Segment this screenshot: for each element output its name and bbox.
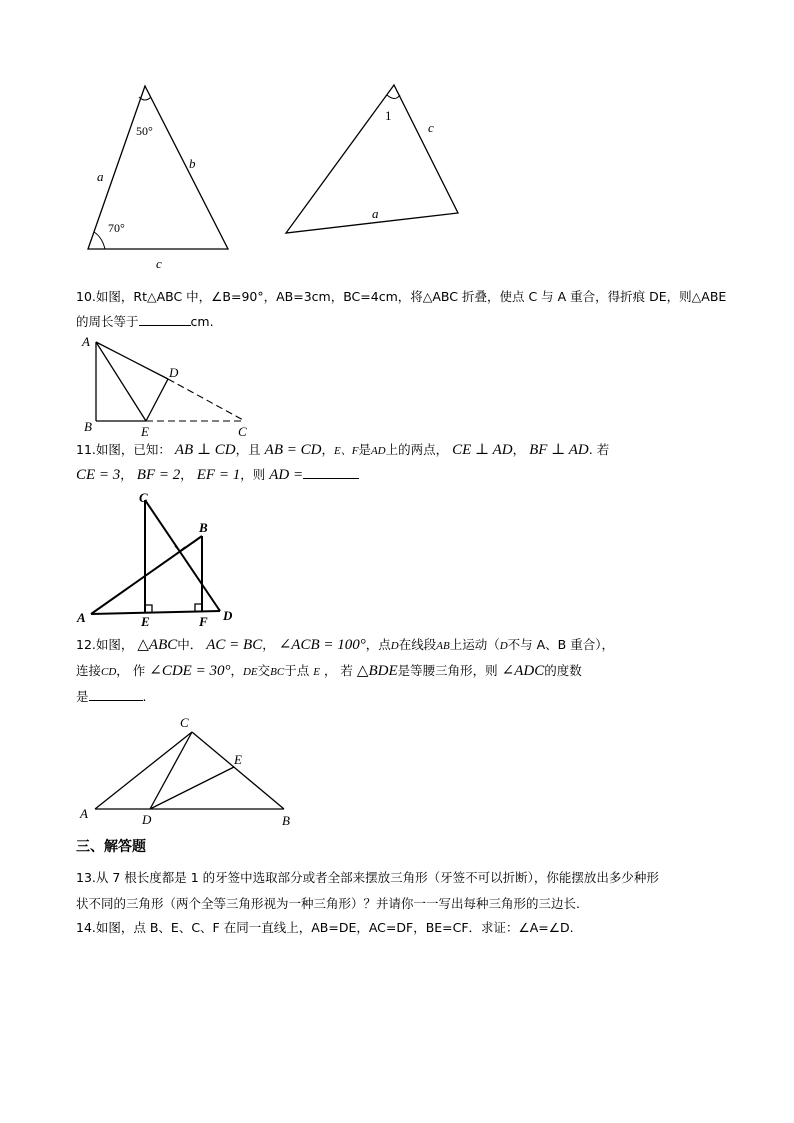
label-point-a: A [82,334,90,349]
q12-math-small: D [499,640,508,652]
q12-text: 连接 [76,663,102,678]
q12-text: ，点 [365,637,391,652]
q12-text: 中． [177,637,203,652]
q12-math: AC = BC [206,637,263,653]
q10-line2-prefix: 的周长等于 [76,314,139,329]
q12-text: ， 作 [116,663,146,678]
angle-arc-1 [387,95,400,99]
q11-text: ， [120,467,133,482]
angle-arc-left [94,232,105,249]
q12-math: ∠ADC [501,663,545,679]
q12-math-small: DE [242,666,258,678]
q12-math-small: CD [101,666,117,678]
q12-text: 的度数 [544,663,582,678]
label-angle-50: 50° [136,124,153,138]
q10-line2-suffix: cm. [190,314,214,329]
q10-answer-blank [139,312,191,326]
figure-q11-perpendicular [72,488,242,626]
q14-line1: 14.如图，点 B、E、C、F 在同一直线上，AB=DE，AC=DF，BE=CF．求证：∠A=∠D. [76,920,574,935]
q11-math: CE = 3 [76,467,121,483]
q12-math-small: BC [270,666,285,678]
q12-line1 [76,635,614,656]
q13-line1: 13.从 7 根长度都是 1 的牙签中选取部分或者全部来摆放三角形（牙签不可以折断），你能摆放出多少种形 [76,870,659,885]
figure-q12-isosceles [76,712,300,828]
label-point-d: D [223,608,233,623]
q10-line1: 10.如图，Rt△ABC 中，∠B=90°，AB=3cm，BC=4cm，将△ABC 折叠，使点 C 与 A 重合，得折痕 DE，则△ABE [76,289,727,304]
q12-math: △ABC [137,637,178,653]
q12-answer-blank [89,687,143,701]
q12-text: ， [262,637,275,652]
q12-math-small: D [390,640,399,652]
q11-answer-blank [303,465,359,479]
label-point-a: A [80,806,88,821]
q13-line2: 状不同的三角形（两个全等三角形视为一种三角形）？并请你一一写出每种三角形的三边长. [76,896,580,911]
q11-line2 [76,465,359,485]
q12-math: ∠ACB = 100° [278,637,366,653]
q11-math: BF = 2 [136,467,181,483]
label-side-a: a [372,206,379,221]
label-angle-1: 1 [385,108,392,123]
q11-math: AD = [269,467,304,483]
label-side-c: c [428,120,434,135]
label-point-c: C [238,424,247,439]
label-point-d: D [169,365,179,380]
q12-text: . [142,689,147,704]
q11-math: BF ⊥ AD [529,442,589,458]
label-point-e: E [141,614,150,626]
label-point-e: E [234,752,242,767]
q12-text: 12.如图， [76,637,134,652]
label-point-b: B [84,419,92,434]
label-angle-70: 70° [108,221,125,235]
q12-text: 于点 [284,663,310,678]
label-point-a: A [77,610,86,625]
q12-text: 交 [257,663,271,678]
label-side-b: b [189,156,196,171]
q12-text: 在线段 [398,637,437,652]
q11-text: ，则 [240,467,266,482]
q11-math: AB = CD [264,442,322,458]
q11-math-small: AD [370,445,386,457]
q10-line2 [76,312,214,332]
q11-math-small: E、F [333,445,359,457]
q12-text: ， 若 [323,663,353,678]
label-point-f: F [199,614,208,626]
q11-text: 上的两点， [385,442,449,457]
figure-triangle-50-70 [80,80,240,275]
q11-text: 11.如图，已知： [76,442,171,457]
label-point-e: E [141,424,149,439]
q12-math-small: AB [436,640,450,652]
q11-text: ，且 [235,442,261,457]
q11-math: CE ⊥ AD [452,442,513,458]
q11-text: ， [180,467,193,482]
q11-text: 是 [358,442,371,457]
q12-math-small: E [313,666,320,678]
label-point-b: B [282,813,290,828]
label-side-c: c [156,256,162,271]
q11-text: ， [512,442,526,457]
label-side-a: a [97,169,104,184]
q12-text: 上运动（ [449,637,500,652]
q11-line1 [76,440,609,461]
q12-line2 [76,661,582,682]
section-heading: 三、解答题 [76,839,146,855]
q12-line3 [76,687,147,707]
label-point-d: D [142,812,152,827]
q12-math: △BDE [356,663,398,679]
q11-text: . 若 [588,442,610,457]
q12-text: 是等腰三角形，则 [397,663,498,678]
q11-math: EF = 1 [196,467,241,483]
q12-math: ∠CDE = 30° [149,663,231,679]
label-point-c: C [180,715,189,730]
figure-q10-folding [78,332,258,440]
q11-math: AB ⊥ CD [174,442,236,458]
q12-text: 是 [76,689,89,704]
label-point-b: B [199,520,208,535]
q11-text: ， [321,442,334,457]
figure-triangle-angle-1 [280,80,470,240]
q12-text: ， [230,663,243,678]
q12-text: 不与 A、B 重合）， [507,637,614,652]
label-point-c: C [139,490,148,505]
